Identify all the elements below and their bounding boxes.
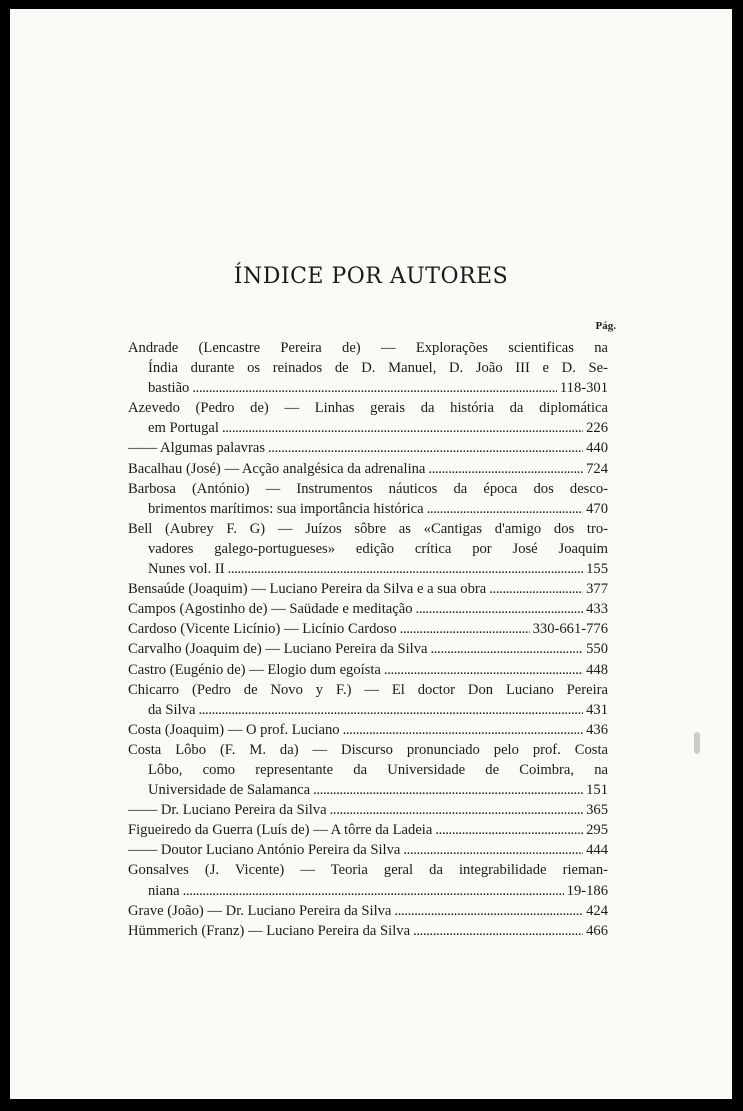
entry-text: Carvalho (Joaquim de) — Luciano Pereira da Silva	[128, 641, 428, 658]
entry-text: Cardoso (Vicente Licínio) — Licínio Cardoso	[128, 621, 397, 638]
dot-leader	[413, 921, 583, 941]
entry-text: Figueiredo da Guerra (Luís de) — A tôrre da Ladeia	[128, 822, 433, 839]
entry-line: Barbosa (António) — Instrumentos náuticos da época dos desco-	[128, 480, 608, 497]
dot-leader	[428, 459, 583, 479]
dot-leader	[394, 901, 583, 921]
entry-line	[128, 780, 608, 800]
document-page	[10, 9, 732, 1099]
dot-leader	[489, 579, 583, 599]
author-index-list	[128, 338, 608, 941]
entry-line	[128, 378, 608, 398]
entry-text: Grave (João) — Dr. Luciano Pereira da Silva	[128, 902, 392, 919]
entry-text: —— Doutor Luciano António Pereira da Silva	[128, 842, 401, 859]
page-column-label: Pág.	[595, 320, 616, 332]
dot-leader	[192, 378, 557, 398]
dot-leader	[228, 559, 584, 579]
entry-line: Azevedo (Pedro de) — Linhas gerais da história da diplomática	[128, 400, 608, 417]
page-number: 424	[586, 902, 608, 919]
page-number: 118-301	[559, 380, 608, 397]
entry-line	[128, 579, 608, 599]
entry-text: em Portugal	[148, 420, 219, 437]
page-number: 440	[586, 440, 608, 457]
entry-line	[128, 639, 608, 659]
page-number: 226	[586, 420, 608, 437]
page-number: 151	[586, 782, 608, 799]
entry-text: Bacalhau (José) — Acção analgésica da adrenalina	[128, 460, 426, 477]
page-number: 433	[586, 601, 608, 618]
entry-text: Castro (Eugénio de) — Elogio dum egoísta	[128, 661, 381, 678]
page-number: 330-661-776	[532, 621, 608, 638]
entry-line	[128, 921, 608, 941]
entry-line	[128, 700, 608, 720]
entry-line	[128, 881, 608, 901]
page-number: 550	[586, 641, 608, 658]
entry-line	[128, 418, 608, 438]
entry-text: Bensaúde (Joaquim) — Luciano Pereira da Silva e a sua obra	[128, 581, 487, 598]
entry-text: Nunes vol. II	[148, 561, 225, 578]
entry-line: Bell (Aubrey F. G) — Juízos sôbre as «Cantigas d'amigo dos tro-	[128, 520, 608, 537]
entry-text: Universidade de Salamanca	[148, 782, 311, 799]
entry-line: vadores galego-portugueses» edição crítica por José Joaquim	[148, 540, 608, 557]
page-number: 466	[586, 922, 608, 939]
entry-line: Andrade (Lencastre Pereira de) — Explorações scientificas na	[128, 340, 608, 356]
entry-line	[128, 660, 608, 680]
dot-leader	[330, 800, 584, 820]
page-number: 724	[586, 460, 608, 477]
dot-leader	[198, 700, 583, 720]
dot-leader	[427, 499, 584, 519]
entry-line	[128, 619, 608, 639]
entry-text: niana	[148, 882, 180, 899]
page-number: 470	[586, 500, 608, 517]
paper-blemish	[694, 732, 700, 754]
dot-leader	[416, 599, 584, 619]
page-number: 377	[586, 581, 608, 598]
dot-leader	[384, 660, 583, 680]
page-title: ÍNDICE POR AUTORES	[233, 264, 509, 289]
dot-leader	[435, 820, 583, 840]
page-number: 431	[586, 701, 608, 718]
entry-text: bastião	[148, 380, 190, 397]
entry-text: Costa (Joaquim) — O prof. Luciano	[128, 721, 340, 738]
dot-leader	[403, 840, 583, 860]
entry-line	[128, 840, 608, 860]
entry-line	[128, 820, 608, 840]
entry-line	[128, 800, 608, 820]
entry-line	[128, 559, 608, 579]
dot-leader	[183, 881, 564, 901]
entry-line: Chicarro (Pedro de Novo y F.) — El doctor Don Luciano Pereira	[128, 681, 608, 698]
page-number: 365	[586, 802, 608, 819]
dot-leader	[313, 780, 583, 800]
page-number: 436	[586, 721, 608, 738]
entry-line	[128, 499, 608, 519]
entry-text: —— Dr. Luciano Pereira da Silva	[128, 802, 327, 819]
entry-line	[128, 720, 608, 740]
page-number: 295	[586, 822, 608, 839]
entry-line	[128, 459, 608, 479]
entry-line	[128, 438, 608, 458]
entry-text: da Silva	[148, 701, 196, 718]
entry-line: Gonsalves (J. Vicente) — Teoria geral da integrabilidade rieman-	[128, 862, 608, 879]
page-number: 155	[586, 561, 608, 578]
page-number: 19-186	[566, 882, 608, 899]
entry-text: brimentos marítimos: sua importância histórica	[148, 500, 424, 517]
dot-leader	[431, 639, 584, 659]
page-number: 444	[586, 842, 608, 859]
entry-line: Costa Lôbo (F. M. da) — Discurso pronunciado pelo prof. Costa	[128, 741, 608, 758]
entry-text: Campos (Agostinho de) — Saüdade e meditação	[128, 601, 413, 618]
dot-leader	[268, 438, 583, 458]
entry-line	[128, 599, 608, 619]
entry-text: Hümmerich (Franz) — Luciano Pereira da Silva	[128, 922, 411, 939]
dot-leader	[343, 720, 584, 740]
dot-leader	[222, 418, 583, 438]
entry-line	[128, 901, 608, 921]
page-number: 448	[586, 661, 608, 678]
entry-text: —— Algumas palavras	[128, 440, 265, 457]
dot-leader	[400, 619, 530, 639]
entry-line: Lôbo, como representante da Universidade de Coimbra, na	[148, 761, 608, 778]
entry-line: Índia durante os reinados de D. Manuel, D. João III e D. Se-	[148, 360, 608, 377]
